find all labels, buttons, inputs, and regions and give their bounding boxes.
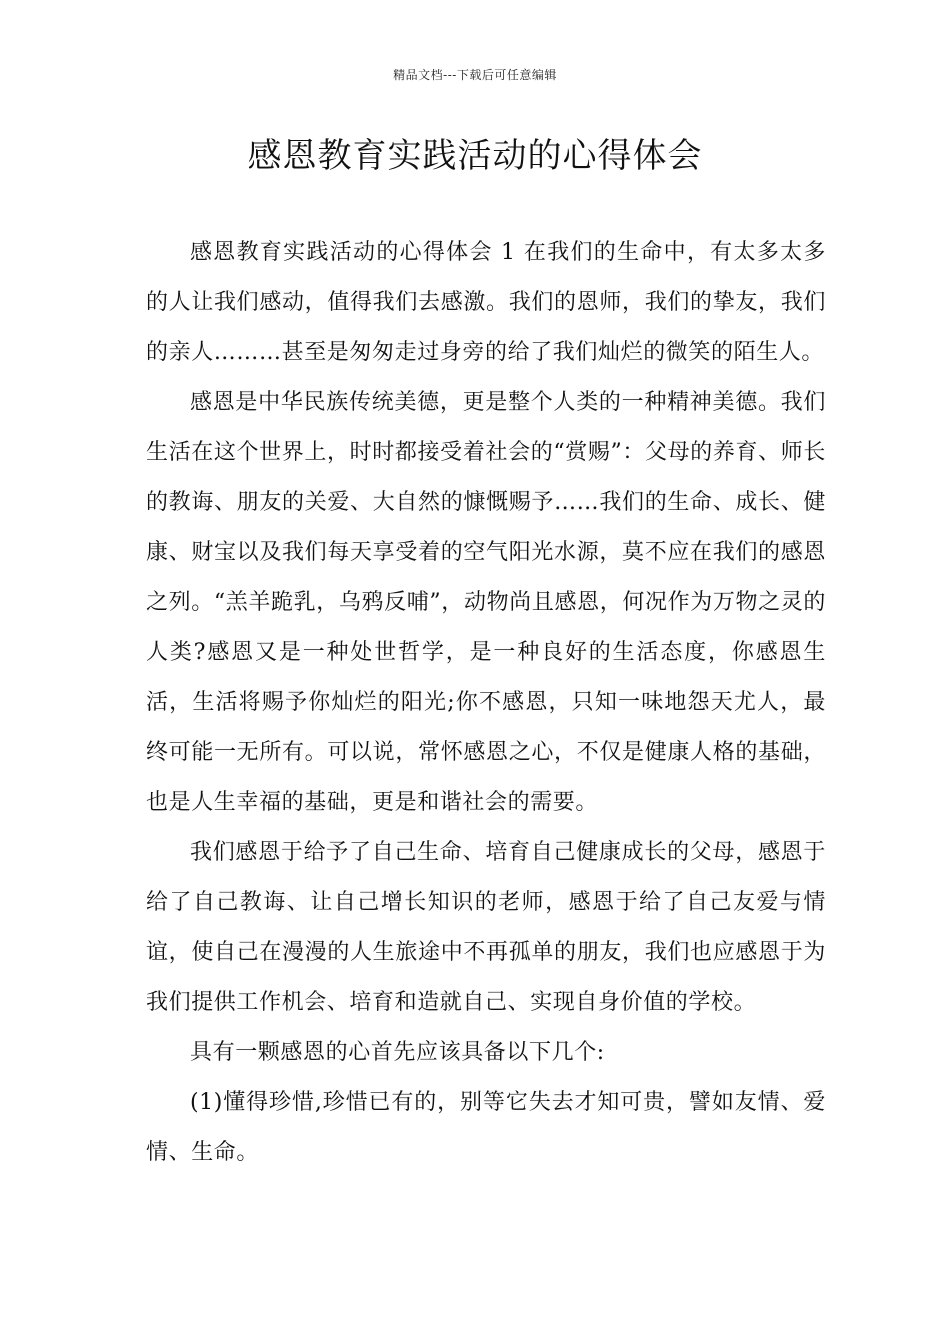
document-body	[146, 228, 826, 1178]
document-title: 感恩教育实践活动的心得体会	[247, 136, 703, 176]
paragraph-5: (1)懂得珍惜,珍惜已有的，别等它失去才知可贵，譬如友情、爱情、生命。	[146, 1090, 826, 1165]
paragraph-2: 感恩是中华民族传统美德，更是整个人类的一种精神美德。我们生活在这个世界上，时时都接受着社会的“赏赐”：父母的养育、师长的教诲、朋友的关爱、大自然的慷慨赐予……我们的生命、成长、健康、财宝以及我们每天享受着的空气阳光水源，莫不应在我们的感恩之列。“羔羊跪乳，乌鸦反哺”，动物尚且感恩，何况作为万物之灵的人类?感恩又是一种处世哲学，是一种良好的生活态度，你感恩生活，生活将赐予你灿烂的阳光;你不感恩，只知一味地怨天尤人，最终可能一无所有。可以说，常怀感恩之心，不仅是健康人格的基础，也是人生幸福的基础，更是和谐社会的需要。	[146, 390, 826, 815]
paragraph-1: 感恩教育实践活动的心得体会 1 在我们的生命中，有太多太多的人让我们感动，值得我们去感激。我们的恩师，我们的挚友，我们的亲人………甚至是匆匆走过身旁的给了我们灿烂的微笑的陌生人。	[146, 240, 826, 365]
paragraph-3: 我们感恩于给予了自己生命、培育自己健康成长的父母，感恩于给了自己教诲、让自己增长知识的老师，感恩于给了自己友爱与情谊，使自己在漫漫的人生旅途中不再孤单的朋友，我们也应感恩于为我们提供工作机会、培育和造就自己、实现自身价值的学校。	[146, 840, 826, 1015]
paragraph-4: 具有一颗感恩的心首先应该具备以下几个:	[190, 1040, 605, 1065]
header-note: 精品文档---下载后可任意编辑	[393, 68, 557, 82]
